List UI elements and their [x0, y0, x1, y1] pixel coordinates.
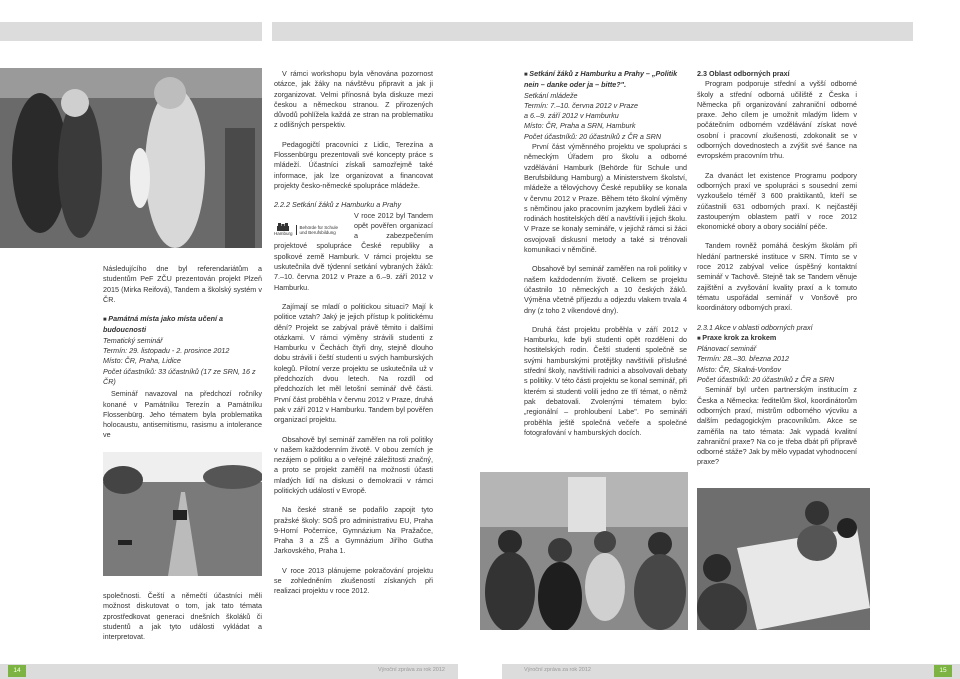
hamburg-logo-text	[296, 225, 339, 235]
col3-type: Setkání mládeže	[524, 90, 578, 100]
col3-term: Termín: 7.–10. června 2012 v Praze	[524, 100, 638, 110]
col2-p2: Pedagogičtí pracovníci z Lidic, Terezína a Flossenbürgu prezentovali své koncepty práce s mládeží. Účastníci získali samozřejmě také informace, jak lze organizovat a financovat projekty česko-německé spolupráce mládeže.	[274, 139, 433, 190]
col1-heading: ■ Památná místa jako místa učení a budoucnosti	[103, 314, 262, 336]
col3-place: Místo: ČR, Praha a SRN, Hamburk	[524, 121, 636, 131]
col1-type: Tematický seminář	[103, 335, 163, 345]
header-bar	[0, 22, 913, 41]
col3-term2: a 6.–9. září 2012 v Hamburku	[524, 111, 619, 121]
page-number-left: 14	[8, 665, 26, 677]
hamburg-logo	[274, 223, 354, 241]
hamburg-logo-row	[274, 223, 354, 236]
col3-heading: ■ Setkání žáků z Hamburku a Prahy – „Politik nein – danke oder ja – bitte?".	[524, 69, 687, 91]
photo-memorial-path-svg	[103, 452, 262, 576]
col2-p4: Zajímají se mladí o politickou situaci? Mají k politice vztah? Jaký je jejich přístup k politickému dění? Projekt se zabýval právě těmito i dalšími otázkami. V rámci výměny strávili studenti z Hamburku v Čechách čtyři dny, stejně dlouho dobu strávili i čeští studenti u svých hamburských kolegů. Pilotní verze projektu se uskutečnila už v předchozích dvou letech. Na rozdíl od předchozích let měl letošní seminář dvě části. První část proběhla v červnu 2012 v Praze, druhá pak v září 2012 v Hamburku. Tandem byl pověřen organizací projektu.	[274, 301, 433, 425]
col3-count: Počet účastníků: 20 účastníků z ČR a SRN	[524, 131, 662, 141]
col4-p4: Seminář byl určen partnerským institucím z Česka a Německa: ředitelům škol, koordinátorům odborných praxí, mistrům odborného výcviku a dalším pedagogickým pracovníkům. Akce se zaměřila na tato témata: Jak vypadá kvalitní zahraniční praxe? Na co je třeba dbát při přípravě odborné stáže? Jak by mělo vypadat vyhodnocení praxe?	[697, 385, 857, 467]
col1-count: Počet účastníků: 33 účastníků (17 ze SRN, 16 z ČR)	[103, 366, 256, 386]
col4-place: Místo: ČR, Skalná-Vonšov	[697, 364, 782, 374]
hamburg-logo-line2: und Berufsbildung	[299, 229, 336, 235]
photo-poster-workshop	[697, 488, 870, 630]
photo-memorial-path	[103, 452, 262, 576]
col2-p3: V roce 2012 byl Tandem opět pověřen organizací a zabezpečením projektové spolupráce České republiky a spolkové země Hamburk. V rámci projektu se uskutečnila dvě týdenní setkání vybraných žáků: 7.–10. června 2012 v Praze a 6.–9. září 2012 v Hamburku.	[274, 210, 433, 292]
col4-heading: 2.3 Oblast odborných praxí	[697, 69, 790, 78]
column-4	[697, 69, 857, 477]
column-2	[274, 69, 433, 606]
column-1	[103, 264, 262, 450]
photo-participants-park	[0, 68, 262, 248]
header-gap	[262, 22, 272, 41]
col2-p7: V roce 2013 plánujeme pokračování projektu se zohledněním zkušeností získaných při realizaci projektu v roce 2012.	[274, 565, 433, 596]
hamburg-logo-mark	[274, 223, 293, 236]
column-3	[524, 69, 687, 447]
col1-term: Termín: 29. listopadu - 2. prosince 2012	[103, 346, 230, 356]
col3-p3: Druhá část projektu proběhla v září 2012 v Hamburku, kde byli studenti opět rozděleni do hostitelských rodin. Čeští studenti společně se svými hamburskými protějšky navštívili příslušné střední školy, navštívili radnici a absolvovali debaty s politiky. V této části projektu se konal seminář, při kterém si studenti volili jedno ze tří témat, o němž pak debatovali. Zvolenými tématem bylo: „regionální – prohloubení Labe". Po semináři proběhla ještě společná večeře a společné fotografování v hamburských docích.	[524, 324, 687, 437]
col2-p6: Na české straně se podařilo zapojit tyto pražské školy: SOŠ pro administrativu EU, Praha 9-Horní Počernice, Gymnázium Na Pražačce, Praha 3 a ZŠ a Gymnázium Jiřího Gutha Jarkovského, Praha 1.	[274, 505, 433, 556]
col4-heading3: ■ Praxe krok za krokem	[697, 333, 857, 344]
col4-term: Termín: 28.–30. března 2012	[697, 354, 790, 364]
col1-intro: Následujícího dne byl referendariátům a studentům PeF ZČU prezentován projekt Plzeň 2015 (Mirka Reifová), Tandem a školský systém v ČR.	[103, 264, 262, 304]
col1-place: Místo: ČR, Praha, Lidice	[103, 356, 181, 366]
col2-heading: 2.2.2 Setkání žáků z Hamburku a Prahy	[274, 200, 402, 210]
col4-count: Počet účastníků: 20 účastníků z ČR a SRN	[697, 375, 835, 385]
col1-bottom: společnosti. Čeští a němečtí účastníci měli možnost diskutovat o tom, jak tato témata zprostředkovat generaci dnešních školáků či studentů a jak tyto události vykládat a interpretovat.	[103, 591, 262, 642]
photo-group-meeting	[480, 472, 688, 630]
column-1-bottom	[103, 591, 262, 651]
hamburg-logo-line1: Behörde für Schule	[299, 224, 339, 230]
photo-participants-park-svg	[0, 68, 262, 248]
col3-p2: Obsahově byl seminář zaměřen na roli politiky v našem každodenním životě. Celkem se projektu účastnilo 10 německých a 10 českých žáků. Výměna včetně příjezdu a odjezdu vlakem trvala 4 dny (z toho 2 víkendové dny).	[524, 264, 687, 315]
col1-body: Seminář navazoval na předchozí ročníky konané v Památníku Terezín a Památníku Flossenbürg. Jeho tématem byla problematika holocaustu, antisemitismu, rasismu a intolerance ve	[103, 389, 262, 440]
hamburg-logo-word: Hamburg	[274, 231, 293, 236]
col4-p3: Tandem rovněž pomáhá českým školám při hledání partnerské instituce v SRN. Tímto se v roce 2012 zabýval velice úspěšný kontaktní seminář v Tachově. Stejně tak se Tandem věnuje zajištění a zvyšování kvality praxí a k tomuto tématu uspořádal seminář v Vonšově pro koordinátory odborných praxí.	[697, 241, 857, 313]
col3-p1: První část výměnného projektu ve spolupráci s německým Úřadem pro školu a odborné vzdělávání Hamburk (Behörde für Schule und Berufsbildung Hamburg) a Ministerstvem školství, mládeže a tělovýchovy České republiky se konala v červnu 2012 v Praze. Během této školní výměny s němčinou jako pracovním jazykem bydleli žáci v rodinách hostitelských dětí a navštívili i jejich školu. V Praze se konaly semináře, v jejichž rámci si žáci osvojovali diskusní metody a také si trénovali komunikaci v němčině.	[524, 142, 687, 255]
col2-p5: Obsahově byl seminář zaměřen na roli politiky v našem každodenním životě. V obou zemích je nezájem o politiku a o veřejné záležitosti značný, a proto se projekt zaměřil na možnosti účasti mladých lidí na diskusi o demokracii v rámci politických událostí v Evropě.	[274, 434, 433, 495]
photo-group-meeting-svg	[480, 472, 688, 630]
col2-p1: V rámci workshopu byla věnována pozornost otázce, jak žáky na návštěvu připravit a jak ji zorganizovat. Velmi přínosná byla diskuze mezi českou a německou stranou. Z přirozených důvodů pohlížela každá ze stran na problematiku z odlišných perspektiv.	[274, 69, 433, 130]
page-number-right: 15	[934, 665, 952, 677]
photo-poster-workshop-svg	[697, 488, 870, 630]
footer-text-right: Výroční zpráva za rok 2012	[524, 667, 591, 673]
col4-heading2: 2.3.1 Akce v oblasti odborných praxí	[697, 322, 813, 332]
col4-p2: Za dvanáct let existence Programu podpory odborných praxí ve spolupráci s sousední zemi vyzkoušelo téměř 3 600 praktikantů, kteří se zúčastnili 631 odborných praxí. K nejčastěji zastoupeným oblastem patří v roce 2012 ekonomické obory a obory sociální péče.	[697, 170, 857, 232]
footer-text-left: Výroční zpráva za rok 2012	[378, 667, 445, 673]
col4-type: Plánovací seminář	[697, 344, 757, 354]
hamburg-castle-icon	[276, 223, 290, 231]
col4-p1: Program podporuje střední a vyšší odborné školy a střední odborná učiliště z Česka i Německa při organizování zahraniční odborné praxe. Jeho cílem je umožnit mladým lidem v počátečním odborném vzdělávání získat nové osobní i pracovní zkušenosti, zdokonalit se v odborných dovednostech a zvýšit své šance na evropském pracovním trhu.	[697, 79, 857, 161]
